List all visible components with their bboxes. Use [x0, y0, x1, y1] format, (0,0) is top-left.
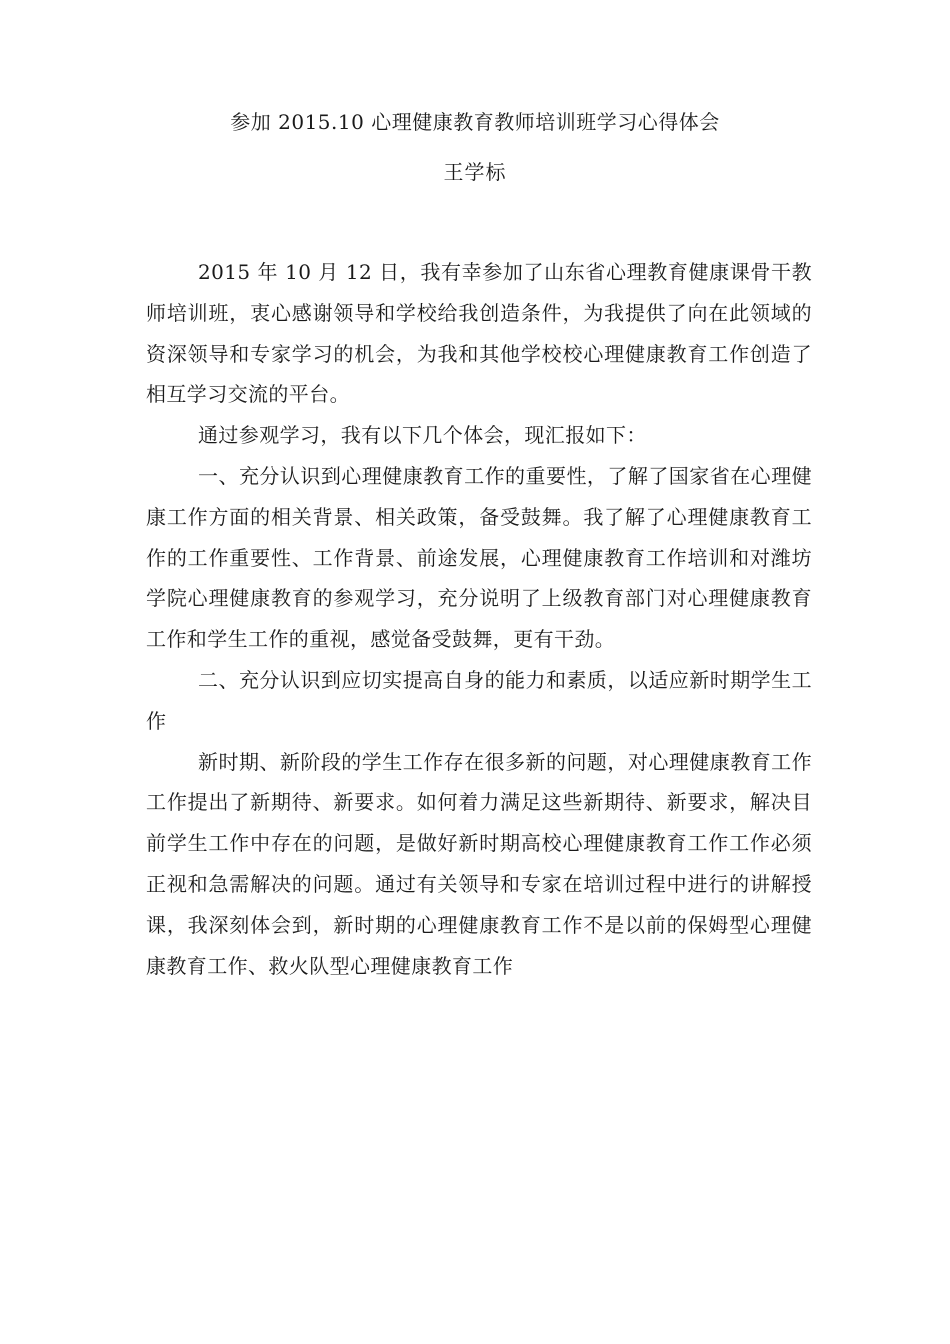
document-title: 参加 2015.10 心理健康教育教师培训班学习心得体会 — [230, 110, 720, 134]
paragraph-intro: 2015 年 10 月 12 日，我有幸参加了山东省心理教育健康课骨干教师培训班，衷心感谢领导和学校给我创造条件，为我提供了向在此领域的资深领导和专家学习的机会，为我和其他学校校心理健康教育工作创造了相互学习交流的平台。 — [146, 260, 812, 407]
document-author: 王学标 — [443, 160, 507, 184]
document-body — [146, 252, 812, 986]
paragraph-point-one: 一、充分认识到心理健康教育工作的重要性，了解了国家省在心理健康工作方面的相关背景、相关政策，备受鼓舞。我了解了心理健康教育工作的工作重要性、工作背景、前途发展，心理健康教育工作培训和对潍坊学院心理健康教育的参观学习，充分说明了上级教育部门对心理健康教育工作和学生工作的重视，感觉备受鼓舞，更有干劲。 — [146, 463, 812, 652]
paragraph-summary-lead: 通过参观学习，我有以下几个体会，现汇报如下： — [198, 423, 647, 448]
paragraph-point-two-body: 新时期、新阶段的学生工作存在很多新的问题，对心理健康教育工作工作提出了新期待、新要求。如何着力满足这些新期待、新要求，解决目前学生工作中存在的问题，是做好新时期高校心理健康教育工作工作必须正视和急需解决的问题。通过有关领导和专家在培训过程中进行的讲解授课，我深刻体会到，新时期的心理健康教育工作不是以前的保姆型心理健康教育工作、救火队型心理健康教育工作 — [146, 749, 812, 978]
paragraph-point-two-heading: 二、充分认识到应切实提高自身的能力和素质，以适应新时期学生工作 — [146, 667, 812, 733]
